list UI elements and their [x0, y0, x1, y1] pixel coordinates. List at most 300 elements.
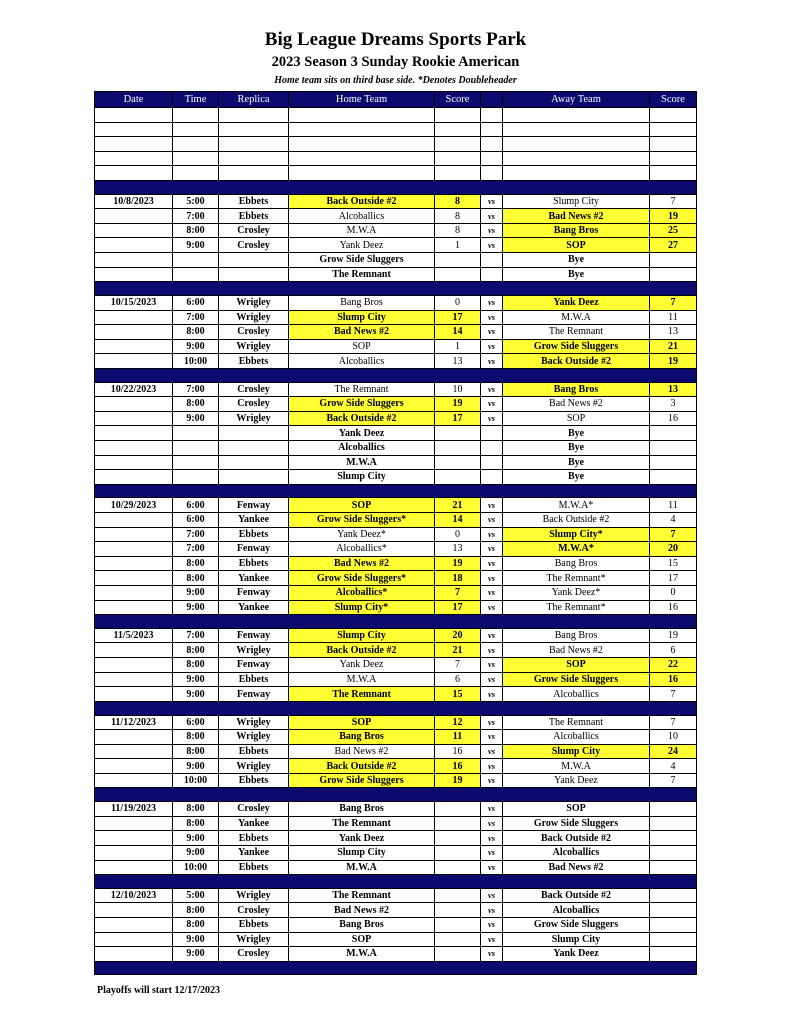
date-cell	[95, 658, 173, 673]
away-team-cell: Back Outside #2	[503, 354, 650, 369]
away-team-cell: The Remnant*	[503, 571, 650, 586]
away-team-cell: Grow Side Sluggers	[503, 816, 650, 831]
blank-cell	[503, 122, 650, 137]
blank-cell	[435, 137, 481, 152]
away-score-cell	[650, 455, 697, 470]
time-cell	[173, 267, 219, 282]
vs-cell: vs	[481, 194, 503, 209]
away-score-cell	[650, 831, 697, 846]
time-cell: 8:00	[173, 397, 219, 412]
home-score-cell: 7	[435, 658, 481, 673]
blank-cell	[289, 108, 435, 123]
col-header-home-score: Score	[435, 92, 481, 108]
home-team-cell: M.W.A	[289, 672, 435, 687]
away-team-cell: Bye	[503, 470, 650, 485]
blank-cell	[481, 166, 503, 181]
home-score-cell	[435, 426, 481, 441]
home-team-cell: Bang Bros	[289, 295, 435, 310]
vs-cell: vs	[481, 744, 503, 759]
header-note: Home team sits on third base side. *Denotes Doubleheader	[274, 75, 517, 86]
table-row	[95, 253, 697, 268]
away-score-cell: 22	[650, 658, 697, 673]
schedule-table	[94, 91, 697, 975]
time-cell: 9:00	[173, 238, 219, 253]
home-score-cell: 13	[435, 354, 481, 369]
home-score-cell: 7	[435, 585, 481, 600]
time-cell: 8:00	[173, 903, 219, 918]
away-team-cell: Alcoballics	[503, 730, 650, 745]
home-score-cell: 20	[435, 628, 481, 643]
table-row	[95, 600, 697, 615]
date-cell	[95, 903, 173, 918]
blank-row	[95, 137, 697, 152]
table-row	[95, 759, 697, 774]
date-cell	[95, 325, 173, 340]
home-team-cell: Bang Bros	[289, 918, 435, 933]
date-cell	[95, 339, 173, 354]
date-cell	[95, 411, 173, 426]
replica-cell: Fenway	[219, 658, 289, 673]
blank-cell	[435, 108, 481, 123]
date-cell: 11/12/2023	[95, 715, 173, 730]
home-score-cell: 18	[435, 571, 481, 586]
home-team-cell: Bang Bros	[289, 802, 435, 817]
vs-cell: vs	[481, 687, 503, 702]
away-team-cell: SOP	[503, 802, 650, 817]
replica-cell: Ebbets	[219, 773, 289, 788]
away-score-cell: 3	[650, 397, 697, 412]
home-score-cell: 19	[435, 773, 481, 788]
table-header-row	[95, 92, 697, 108]
away-team-cell: The Remnant	[503, 325, 650, 340]
away-score-cell	[650, 918, 697, 933]
vs-cell: vs	[481, 339, 503, 354]
vs-cell: vs	[481, 730, 503, 745]
away-score-cell: 7	[650, 687, 697, 702]
time-cell: 7:00	[173, 628, 219, 643]
replica-cell: Ebbets	[219, 194, 289, 209]
replica-cell: Crosley	[219, 238, 289, 253]
home-team-cell: Grow Side Sluggers	[289, 253, 435, 268]
table-row	[95, 295, 697, 310]
blank-cell	[95, 166, 173, 181]
date-cell	[95, 643, 173, 658]
away-score-cell	[650, 426, 697, 441]
vs-cell: vs	[481, 209, 503, 224]
table-row	[95, 816, 697, 831]
time-cell: 9:00	[173, 932, 219, 947]
home-team-cell: Bang Bros	[289, 730, 435, 745]
table-row	[95, 440, 697, 455]
separator-bar	[95, 701, 697, 715]
home-team-cell: Bad News #2	[289, 325, 435, 340]
date-cell	[95, 585, 173, 600]
date-cell	[95, 687, 173, 702]
separator-bar	[95, 788, 697, 802]
replica-cell: Ebbets	[219, 527, 289, 542]
home-score-cell: 19	[435, 397, 481, 412]
replica-cell: Crosley	[219, 397, 289, 412]
away-team-cell: Alcoballics	[503, 845, 650, 860]
table-row	[95, 339, 697, 354]
table-row	[95, 628, 697, 643]
table-row	[95, 802, 697, 817]
blank-cell	[503, 108, 650, 123]
home-team-cell: M.W.A	[289, 455, 435, 470]
blank-cell	[95, 108, 173, 123]
away-score-cell: 6	[650, 643, 697, 658]
home-team-cell: SOP	[289, 339, 435, 354]
home-score-cell: 8	[435, 223, 481, 238]
replica-cell: Wrigley	[219, 932, 289, 947]
home-score-cell	[435, 932, 481, 947]
date-cell	[95, 845, 173, 860]
time-cell	[173, 440, 219, 455]
replica-cell: Crosley	[219, 903, 289, 918]
table-row	[95, 354, 697, 369]
away-team-cell: Yank Deez	[503, 295, 650, 310]
table-row	[95, 845, 697, 860]
home-score-cell: 17	[435, 411, 481, 426]
away-team-cell: M.W.A	[503, 310, 650, 325]
vs-cell: vs	[481, 947, 503, 962]
separator-bar	[95, 484, 697, 498]
home-team-cell: M.W.A	[289, 947, 435, 962]
home-score-cell	[435, 440, 481, 455]
home-score-cell	[435, 947, 481, 962]
home-score-cell: 1	[435, 339, 481, 354]
time-cell: 8:00	[173, 223, 219, 238]
vs-cell: vs	[481, 888, 503, 903]
blank-cell	[481, 108, 503, 123]
blank-row	[95, 108, 697, 123]
replica-cell: Yankee	[219, 845, 289, 860]
time-cell	[173, 253, 219, 268]
date-cell	[95, 556, 173, 571]
vs-cell: vs	[481, 816, 503, 831]
away-team-cell: Yank Deez	[503, 773, 650, 788]
away-team-cell: Alcoballics	[503, 903, 650, 918]
away-score-cell: 15	[650, 556, 697, 571]
replica-cell: Crosley	[219, 947, 289, 962]
blank-cell	[503, 166, 650, 181]
away-score-cell	[650, 903, 697, 918]
home-team-cell: The Remnant	[289, 382, 435, 397]
home-team-cell: Slump City*	[289, 600, 435, 615]
away-team-cell: Bang Bros	[503, 223, 650, 238]
time-cell: 6:00	[173, 295, 219, 310]
date-cell	[95, 831, 173, 846]
date-cell	[95, 571, 173, 586]
week-separator	[95, 788, 697, 802]
separator-bar	[95, 282, 697, 296]
date-cell	[95, 440, 173, 455]
table-row	[95, 888, 697, 903]
separator-bar	[95, 368, 697, 382]
home-team-cell: SOP	[289, 932, 435, 947]
vs-cell: vs	[481, 542, 503, 557]
away-score-cell: 24	[650, 744, 697, 759]
blank-cell	[289, 137, 435, 152]
blank-cell	[173, 122, 219, 137]
table-row	[95, 571, 697, 586]
vs-cell: vs	[481, 802, 503, 817]
time-cell: 8:00	[173, 918, 219, 933]
vs-cell: vs	[481, 759, 503, 774]
home-score-cell: 12	[435, 715, 481, 730]
home-score-cell: 14	[435, 513, 481, 528]
home-score-cell: 0	[435, 527, 481, 542]
vs-cell: vs	[481, 513, 503, 528]
date-cell	[95, 918, 173, 933]
date-cell	[95, 470, 173, 485]
away-team-cell: Grow Side Sluggers	[503, 672, 650, 687]
table-row	[95, 903, 697, 918]
date-cell: 11/5/2023	[95, 628, 173, 643]
away-score-cell: 16	[650, 672, 697, 687]
blank-cell	[219, 166, 289, 181]
time-cell: 8:00	[173, 802, 219, 817]
home-score-cell: 1	[435, 238, 481, 253]
col-header-away-score: Score	[650, 92, 697, 108]
home-team-cell: Grow Side Sluggers*	[289, 571, 435, 586]
table-row	[95, 498, 697, 513]
blank-cell	[481, 137, 503, 152]
vs-cell	[481, 455, 503, 470]
date-cell	[95, 426, 173, 441]
home-team-cell: SOP	[289, 498, 435, 513]
time-cell: 9:00	[173, 759, 219, 774]
time-cell: 9:00	[173, 845, 219, 860]
time-cell	[173, 455, 219, 470]
home-team-cell: Yank Deez	[289, 831, 435, 846]
vs-cell: vs	[481, 715, 503, 730]
home-score-cell	[435, 860, 481, 875]
blank-cell	[219, 151, 289, 166]
vs-cell: vs	[481, 860, 503, 875]
home-score-cell	[435, 845, 481, 860]
table-row	[95, 672, 697, 687]
home-score-cell: 14	[435, 325, 481, 340]
away-score-cell: 11	[650, 310, 697, 325]
table-row	[95, 643, 697, 658]
away-team-cell: SOP	[503, 658, 650, 673]
away-team-cell: Alcoballics	[503, 687, 650, 702]
replica-cell: Crosley	[219, 802, 289, 817]
home-team-cell: The Remnant	[289, 888, 435, 903]
separator-bar	[95, 961, 697, 975]
blank-cell	[95, 122, 173, 137]
replica-cell: Fenway	[219, 585, 289, 600]
away-score-cell: 17	[650, 571, 697, 586]
blank-cell	[481, 151, 503, 166]
home-team-cell: Alcoballics*	[289, 585, 435, 600]
separator-bar	[95, 180, 697, 194]
replica-cell	[219, 253, 289, 268]
vs-cell	[481, 267, 503, 282]
replica-cell: Ebbets	[219, 209, 289, 224]
blank-cell	[95, 151, 173, 166]
table-row	[95, 687, 697, 702]
time-cell: 10:00	[173, 860, 219, 875]
home-team-cell: Yank Deez	[289, 658, 435, 673]
table-row	[95, 470, 697, 485]
time-cell	[173, 426, 219, 441]
table-row	[95, 658, 697, 673]
away-score-cell: 13	[650, 382, 697, 397]
away-score-cell: 7	[650, 194, 697, 209]
replica-cell: Ebbets	[219, 672, 289, 687]
home-team-cell: Alcoballics	[289, 354, 435, 369]
time-cell: 10:00	[173, 773, 219, 788]
vs-cell: vs	[481, 325, 503, 340]
table-row	[95, 730, 697, 745]
away-score-cell: 4	[650, 759, 697, 774]
away-score-cell: 16	[650, 600, 697, 615]
date-cell	[95, 773, 173, 788]
table-row	[95, 773, 697, 788]
replica-cell: Yankee	[219, 513, 289, 528]
away-team-cell: Bad News #2	[503, 860, 650, 875]
page-subtitle: 2023 Season 3 Sunday Rookie American	[271, 54, 520, 70]
blank-cell	[289, 166, 435, 181]
date-cell	[95, 527, 173, 542]
replica-cell: Wrigley	[219, 888, 289, 903]
blank-cell	[650, 108, 697, 123]
home-team-cell: Slump City	[289, 628, 435, 643]
home-score-cell: 6	[435, 672, 481, 687]
table-row	[95, 715, 697, 730]
away-score-cell: 16	[650, 411, 697, 426]
home-team-cell: Bad News #2	[289, 903, 435, 918]
vs-cell: vs	[481, 932, 503, 947]
away-score-cell: 19	[650, 209, 697, 224]
table-row	[95, 194, 697, 209]
vs-cell: vs	[481, 773, 503, 788]
home-score-cell	[435, 888, 481, 903]
vs-cell	[481, 253, 503, 268]
replica-cell: Fenway	[219, 542, 289, 557]
replica-cell	[219, 470, 289, 485]
home-team-cell: Alcoballics*	[289, 542, 435, 557]
table-row	[95, 527, 697, 542]
home-team-cell: Slump City	[289, 845, 435, 860]
table-row	[95, 513, 697, 528]
time-cell: 7:00	[173, 542, 219, 557]
date-cell	[95, 513, 173, 528]
home-score-cell: 8	[435, 194, 481, 209]
replica-cell: Fenway	[219, 628, 289, 643]
date-cell: 12/10/2023	[95, 888, 173, 903]
vs-cell: vs	[481, 831, 503, 846]
date-cell	[95, 455, 173, 470]
vs-cell: vs	[481, 498, 503, 513]
home-team-cell: M.W.A	[289, 223, 435, 238]
replica-cell: Ebbets	[219, 831, 289, 846]
table-row	[95, 744, 697, 759]
page-title: Big League Dreams Sports Park	[264, 29, 527, 50]
home-score-cell: 17	[435, 600, 481, 615]
col-header-home-team: Home Team	[289, 92, 435, 108]
away-score-cell	[650, 802, 697, 817]
date-cell: 11/19/2023	[95, 802, 173, 817]
replica-cell: Yankee	[219, 571, 289, 586]
home-team-cell: Grow Side Sluggers	[289, 397, 435, 412]
away-score-cell: 7	[650, 773, 697, 788]
home-score-cell: 8	[435, 209, 481, 224]
home-team-cell: Yank Deez	[289, 238, 435, 253]
replica-cell: Ebbets	[219, 918, 289, 933]
date-cell	[95, 223, 173, 238]
away-team-cell: Back Outside #2	[503, 831, 650, 846]
table-row	[95, 382, 697, 397]
away-score-cell: 20	[650, 542, 697, 557]
replica-cell: Crosley	[219, 223, 289, 238]
week-separator	[95, 180, 697, 194]
time-cell: 8:00	[173, 730, 219, 745]
time-cell: 8:00	[173, 816, 219, 831]
away-team-cell: Slump City	[503, 932, 650, 947]
time-cell: 6:00	[173, 513, 219, 528]
home-team-cell: Grow Side Sluggers	[289, 773, 435, 788]
date-cell	[95, 860, 173, 875]
home-score-cell: 16	[435, 759, 481, 774]
away-score-cell	[650, 253, 697, 268]
week-separator	[95, 282, 697, 296]
vs-cell: vs	[481, 295, 503, 310]
date-cell	[95, 947, 173, 962]
table-row	[95, 455, 697, 470]
week-separator	[95, 484, 697, 498]
home-score-cell: 13	[435, 542, 481, 557]
vs-cell: vs	[481, 600, 503, 615]
away-team-cell: The Remnant	[503, 715, 650, 730]
vs-cell: vs	[481, 354, 503, 369]
week-separator	[95, 961, 697, 975]
home-team-cell: Alcoballics	[289, 440, 435, 455]
away-score-cell	[650, 932, 697, 947]
home-team-cell: The Remnant	[289, 267, 435, 282]
blank-cell	[481, 122, 503, 137]
col-header-date: Date	[95, 92, 173, 108]
away-score-cell	[650, 845, 697, 860]
away-team-cell: Grow Side Sluggers	[503, 339, 650, 354]
date-cell	[95, 730, 173, 745]
home-team-cell: Yank Deez*	[289, 527, 435, 542]
away-team-cell: Bad News #2	[503, 643, 650, 658]
home-score-cell: 15	[435, 687, 481, 702]
home-score-cell	[435, 903, 481, 918]
blank-cell	[95, 137, 173, 152]
away-score-cell	[650, 267, 697, 282]
table-row	[95, 310, 697, 325]
time-cell: 9:00	[173, 600, 219, 615]
replica-cell: Ebbets	[219, 744, 289, 759]
replica-cell	[219, 455, 289, 470]
home-score-cell	[435, 455, 481, 470]
col-header-away-team: Away Team	[503, 92, 650, 108]
replica-cell: Crosley	[219, 325, 289, 340]
col-header-replica: Replica	[219, 92, 289, 108]
time-cell: 8:00	[173, 744, 219, 759]
vs-cell: vs	[481, 310, 503, 325]
replica-cell: Wrigley	[219, 643, 289, 658]
date-cell: 10/15/2023	[95, 295, 173, 310]
home-score-cell	[435, 918, 481, 933]
vs-cell: vs	[481, 571, 503, 586]
blank-cell	[173, 151, 219, 166]
home-team-cell: SOP	[289, 715, 435, 730]
